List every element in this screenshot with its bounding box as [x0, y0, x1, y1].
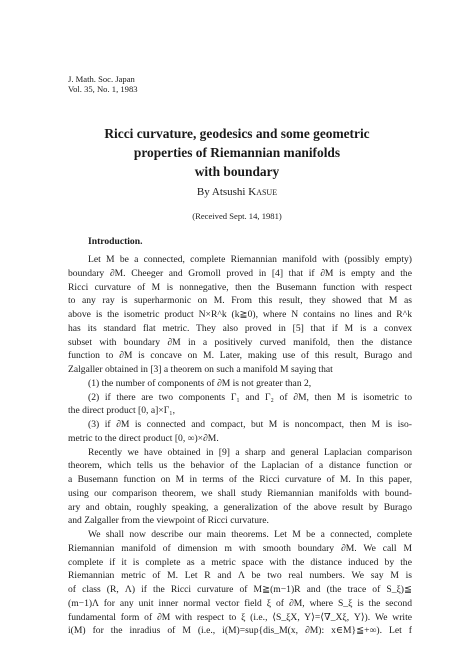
body-line: Riemannian manifold of dimension m with smooth boundary ∂M. We call M	[68, 542, 412, 554]
journal-citation	[68, 74, 138, 94]
body-line: (m−1)Λ for any unit inner normal vector field ξ of ∂M, where S_ξ is the second	[68, 597, 412, 609]
paper-title	[0, 124, 474, 181]
body-line: has its standard flat metric. They also proved in [5] that if M is a convex	[68, 322, 412, 334]
body-line: Riemannian metric of M. Let R and Λ be two real numbers. We say M is	[68, 570, 412, 582]
body-line: metric to the direct product [0, ∞)×∂M.	[68, 432, 219, 444]
body-line: of class (R, Λ) if the Ricci curvature of M≧(m−1)R and (the trace of S_ξ)≦	[68, 584, 412, 595]
title-line: properties of Riemannian manifolds	[133, 145, 341, 160]
received-date: (Received Sept. 14, 1981)	[192, 211, 282, 221]
body-line: i(M) for the inradius of M (i.e., i(M)=sup{dis_M(x, ∂M): x∈M}≦+∞). Let f	[68, 625, 412, 637]
body-line: ary and obtain, roughly speaking, a generalization of the above result by Burago	[68, 501, 412, 513]
author-line	[0, 186, 474, 198]
body-line: (3) if ∂M is connected and compact, but M is noncompact, then M is iso-	[88, 419, 412, 430]
journal-volume: Vol. 35, No. 1, 1983	[68, 84, 138, 94]
body-line: Zalgaller obtained in [3] a theorem on such a manifold M saying that	[68, 364, 333, 375]
title-line: Ricci curvature, geodesics and some geometric	[104, 126, 370, 141]
body-line: fundamental form of ∂M with respect to ξ (i.e., ⟨S_ξX, Y⟩=⟨∇_Xξ, Y⟩). We write	[68, 611, 412, 623]
body-line: the direct product [0, a]×Γ₁,	[68, 405, 176, 417]
author-surname: Kasue	[248, 186, 278, 198]
body-line: We shall now describe our main theorems. Let M be a connected, complete	[88, 529, 412, 540]
title-line: with boundary	[194, 164, 280, 179]
author-by: By Atsushi	[196, 186, 246, 198]
body-line: using our comparison theorem, we shall study Riemannian manifolds with bound-	[68, 487, 412, 499]
body-line: (2) if there are two components Γ₁ and Γ₂ of ∂M, then M is isometric to	[88, 391, 412, 403]
body-line: subset with boundary ∂M in a positively curved manifold, then the distance	[68, 336, 412, 348]
body-line: above is the isometric product N×R^k (k≧0), where N contains no lines and R^k	[68, 309, 412, 320]
section-heading: Introduction.	[88, 236, 143, 247]
body-line: function to ∂M is concave on M. Later, making use of this result, Burago and	[68, 350, 412, 362]
body-line: complete if it is complete as a metric space with the distance induced by the	[68, 556, 412, 568]
body-line: to any ray is superharmonic on M. From this result, they showed that M as	[68, 295, 412, 307]
journal-name: J. Math. Soc. Japan	[68, 74, 135, 84]
body-line: Ricci curvature of M is nonnegative, then the Busemann function with respect	[68, 281, 412, 293]
body-line: a Busemann function on M in terms of the Ricci curvature of M. In this paper,	[68, 474, 412, 485]
body-text	[68, 253, 412, 638]
body-line: boundary ∂M. Cheeger and Gromoll proved in [4] that if ∂M is empty and the	[68, 267, 412, 279]
body-line: theorem, which tells us the behavior of the Laplacian of a distance function or	[68, 460, 412, 472]
body-line: (1) the number of components of ∂M is not greater than 2,	[88, 377, 312, 389]
body-line: Recently we have obtained in [9] a sharp and general Laplacian comparison	[88, 446, 412, 458]
body-line: and Zalgaller from the viewpoint of Ricci curvature.	[68, 515, 269, 527]
body-line: Let M be a connected, complete Riemannian manifold with (possibly empty)	[88, 254, 412, 265]
